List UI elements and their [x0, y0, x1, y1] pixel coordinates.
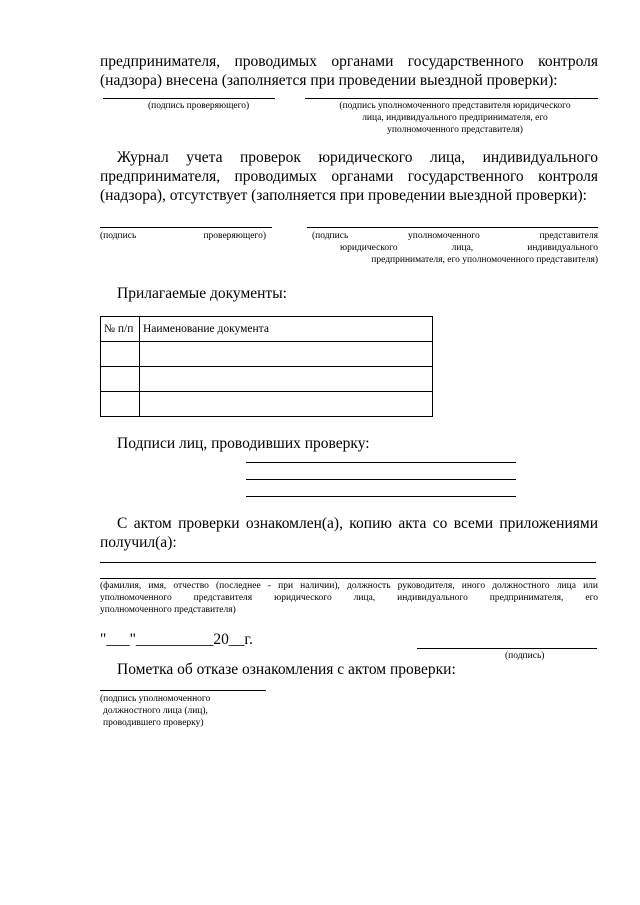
table-row[interactable]	[101, 342, 433, 367]
acquaintance-line2: получил(а):	[100, 534, 177, 551]
section2-rep-l1-c: представителя	[539, 231, 598, 241]
inspector-signature-line-2[interactable]	[246, 479, 516, 480]
attachments-table	[100, 316, 433, 417]
attachments-heading: Прилагаемые документы:	[117, 285, 287, 302]
section1-rep-caption-l3: уполномоченного представителя)	[387, 125, 523, 135]
section2-representative-signature-line[interactable]	[307, 227, 598, 228]
acquaintance-caption	[100, 580, 598, 616]
section2-rep-l2-b: лица,	[451, 243, 474, 253]
refusal-caption-l1: (подпись уполномоченного	[100, 694, 211, 704]
section1-inspector-signature-line[interactable]	[103, 98, 275, 99]
section2-line1: Журнал учета проверок юридического лица, индивидуального	[117, 149, 598, 166]
section1-paragraph	[100, 52, 598, 90]
section1-representative-signature-line[interactable]	[305, 98, 598, 99]
acquaintance-name-line-2[interactable]	[100, 578, 596, 579]
section2-inspector-caption-b: проверяющего)	[203, 231, 266, 241]
section2-rep-l2-c: индивидуального	[527, 243, 598, 253]
col-name-header: Наименование документа	[140, 317, 433, 342]
attachments-table-header	[101, 317, 433, 342]
acquaintance-paragraph	[100, 514, 598, 552]
section1-line2: (надзора) внесена (заполняется при проведении выездной проверки):	[100, 72, 558, 89]
refusal-heading: Пометка об отказе ознакомления с актом проверки:	[117, 661, 456, 678]
signatures-heading: Подписи лиц, проводивших проверку:	[117, 435, 370, 452]
row-num-cell[interactable]	[101, 392, 140, 417]
section2-line2: предпринимателя, проводимых органами государственного контроля	[100, 168, 598, 185]
acquaintance-signature-caption: (подпись)	[505, 651, 545, 661]
inspector-signature-line-3[interactable]	[246, 496, 516, 497]
refusal-caption	[100, 693, 210, 729]
section2-inspector-caption-a: (подпись	[100, 231, 137, 241]
row-name-cell[interactable]	[140, 367, 433, 392]
acquaintance-caption-l3: уполномоченного представителя)	[100, 605, 236, 615]
row-num-cell[interactable]	[101, 367, 140, 392]
section2-rep-l1-a: (подпись	[312, 231, 349, 241]
acquaintance-name-line-1[interactable]	[100, 562, 596, 563]
section2-line3: (надзора), отсутствует (заполняется при проведении выездной проверки):	[100, 187, 587, 204]
row-num-cell[interactable]	[101, 342, 140, 367]
section2-representative-caption	[312, 230, 598, 266]
section2-inspector-signature-line[interactable]	[100, 227, 272, 228]
section2-rep-l1-b: уполномоченного	[408, 231, 480, 241]
refusal-caption-l2: должностного лица (лиц),	[103, 706, 208, 716]
row-name-cell[interactable]	[140, 392, 433, 417]
section2-rep-l2-a: юридического	[340, 243, 398, 253]
section1-rep-caption-l2: лица, индивидуального предпринимателя, его	[362, 113, 548, 123]
acquaintance-caption-l2: уполномоченного представителя юридического лица, индивидуального предпринимателя, его	[100, 593, 598, 603]
section1-rep-caption-l1: (подпись уполномоченного представителя юридического	[339, 101, 571, 111]
refusal-signature-line[interactable]	[100, 690, 266, 691]
section2-inspector-caption	[100, 230, 266, 242]
section2-paragraph	[100, 148, 598, 205]
table-row[interactable]	[101, 367, 433, 392]
col-num-header: № п/п	[101, 317, 140, 342]
acquaintance-date[interactable]: "___"__________20__г.	[100, 631, 253, 648]
acquaintance-signature-line[interactable]	[417, 648, 597, 649]
acquaintance-line1: С актом проверки ознакомлен(а), копию акта со всеми приложениями	[117, 515, 598, 532]
table-row[interactable]	[101, 392, 433, 417]
inspector-signature-line-1[interactable]	[246, 462, 516, 463]
section1-line1: предпринимателя, проводимых органами государственного контроля	[100, 53, 598, 70]
acquaintance-caption-l1: (фамилия, имя, отчество (последнее - при наличии), должность руководителя, иного должностного лица или	[100, 581, 598, 591]
section1-inspector-caption: (подпись проверяющего)	[148, 101, 250, 111]
section1-representative-caption	[310, 100, 600, 136]
section2-rep-l3: предпринимателя, его уполномоченного представителя)	[371, 255, 598, 265]
row-name-cell[interactable]	[140, 342, 433, 367]
refusal-caption-l3: проводившего проверку)	[103, 718, 204, 728]
